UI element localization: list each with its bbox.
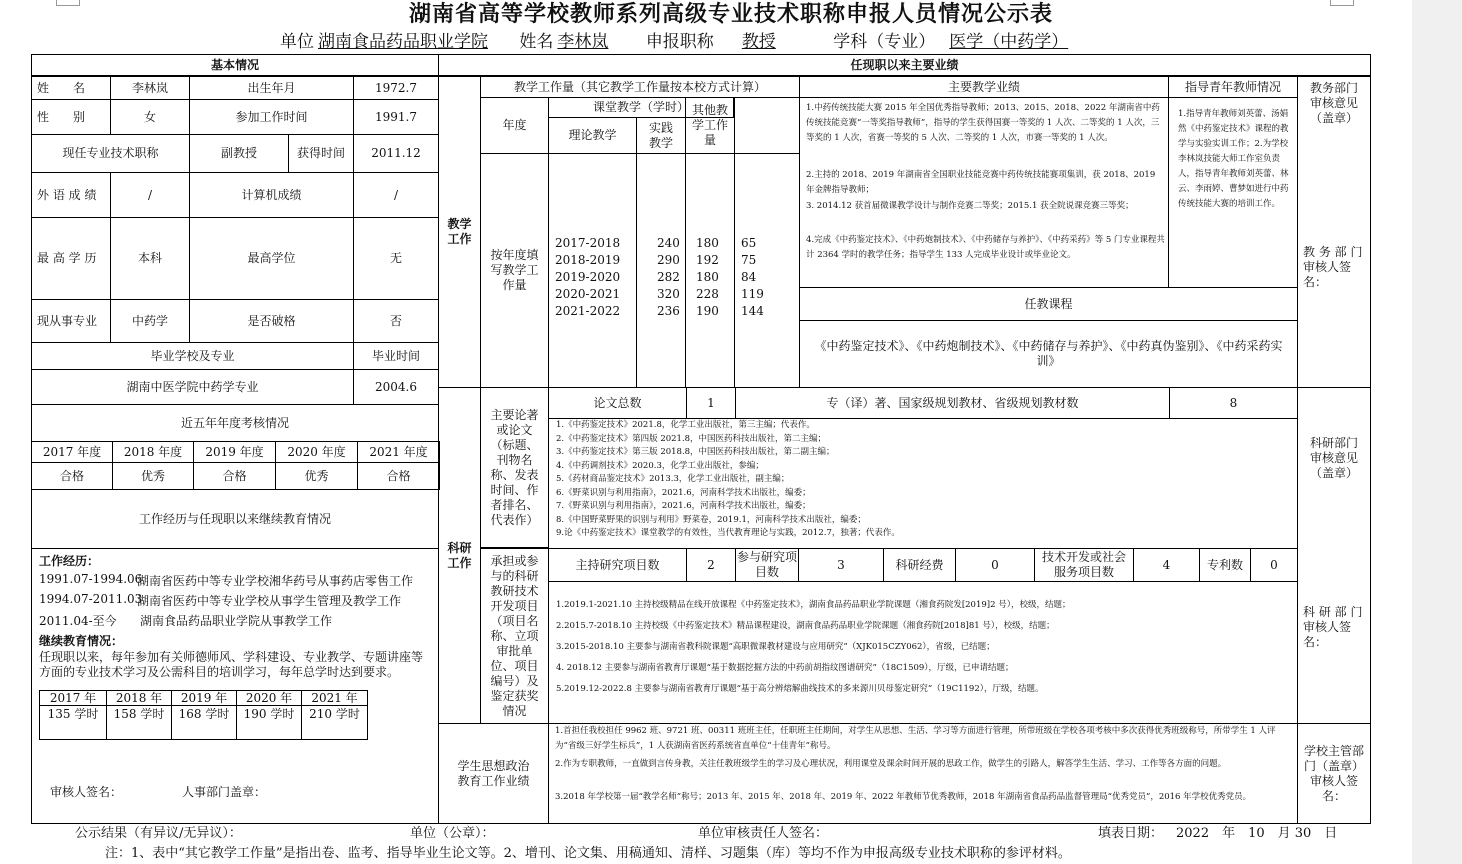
teach-perf-header: 主要教学业绩 [799, 76, 1169, 98]
dept-student: 学校主管部门（盖章）审核人签名： [1297, 723, 1371, 824]
project-item: 1.2019.1-2021.10 主持校级精品在线开放课程《中药鉴定技术》，湖南食品药品职业学院课题（湘食药院发[2019]2 号），校级，结题； [556, 600, 1071, 610]
workload-year: 2020-2021 [555, 287, 621, 301]
year-label: 年度 [480, 97, 549, 154]
stamp-label: 单位（公章）： [410, 826, 495, 841]
project-item: 5.2019.12-2022.8 主要参与湖南省教育厅课题“基于高分辨熔解曲线技术的多来源川贝母鉴定研究”（19C1192），厅级，结题。 [556, 684, 1044, 694]
book-total: 8 [1169, 387, 1298, 419]
paper-item: 9.论《中药鉴定技术》课堂教学的有效性，当代教育理论与实践，2012.7，独著；代表作。 [556, 528, 900, 538]
host: 2 [686, 548, 736, 582]
exp-desc: 湖南食品药品职业学院从事教学工作 [140, 614, 333, 628]
exception-value: 否 [353, 299, 439, 343]
workload-header: 教学工作量（其它教学工作量按本校方式计算） [480, 76, 800, 98]
school-value: 湖南中医学院中药学专业 [31, 369, 354, 405]
name-cell: 李林岚 [110, 76, 190, 100]
title-label: 申报职称 [645, 32, 714, 52]
project-item: 3.2015-2018.10 主要参与湖南省教科院课题“高职微课教材建设与应用研究”（XJK015CZY062），省级，已结题； [556, 642, 995, 652]
main-header: 任现职以来主要业绩 [438, 54, 1371, 76]
workload-other: 75 [741, 253, 757, 267]
workload-theory: 320 [657, 287, 680, 301]
hours-year: 2021 年 [301, 690, 368, 706]
dept-research-sign: 科 研 部 门审核人签名： [1303, 605, 1363, 649]
paper-total: 1 [686, 387, 736, 419]
class-header: 课堂教学（学时） [548, 97, 734, 118]
hours-year: 2019 年 [171, 690, 237, 706]
ideology-item: 3.2018 年学校第一届“教学名师”称号；2013 年、2015 年、2018 年、2019 年、2022 年教师节优秀教师，2018 年湖南省食品药品监督管理局“优秀党员”，2016 年学校优秀党员。 [555, 792, 1252, 802]
practice-label: 实践教学 [636, 117, 686, 154]
date-label: 填表日期： [1098, 826, 1164, 841]
hours-value: 135 学时 [39, 705, 107, 740]
major-label: 现从事专业 [31, 299, 111, 343]
workload-theory: 240 [657, 236, 680, 250]
assess-year: 2018 年度 [112, 441, 194, 463]
assess-year: 2019 年度 [193, 441, 276, 463]
grad-time-label: 毕业时间 [353, 342, 439, 370]
paper-total-label: 论文总数 [548, 387, 687, 419]
gender-value: 女 [110, 99, 190, 135]
current-title-value: 副教授 [189, 134, 289, 173]
degree-label: 最高学位 [189, 217, 354, 300]
basic-header: 基本情况 [31, 54, 439, 76]
computer-label: 计算机成绩 [189, 172, 354, 218]
part: 3 [798, 548, 884, 582]
computer-value: / [353, 172, 439, 218]
cont-title: 继续教育情况： [39, 634, 124, 648]
exp-title: 工作经历： [39, 554, 100, 568]
workload-other: 65 [741, 236, 757, 250]
page-title: 湖南省高等学校教师系列高级专业技术职称申报人员情况公示表 [408, 2, 1053, 27]
workload-practice: 192 [696, 253, 719, 267]
hours-value: 190 学时 [236, 705, 302, 740]
hours-value: 168 学时 [171, 705, 237, 740]
name-value: 李林岚 [557, 32, 609, 52]
school-label: 毕业学校及专业 [31, 342, 354, 370]
teaching-label: 教学工作 [438, 76, 481, 388]
paper-item: 4.《中药调剂技术》2020.3，化学工业出版社，参编； [556, 460, 764, 471]
hours-year: 2017 年 [39, 690, 107, 706]
cont-text: 任现职以来，每年参加有关师德师风、学科建设、专业教学、专题讲座等方面的专业技术学习及公需科目的培训学习，每年总学时达到要求。 [39, 650, 424, 679]
workload-theory: 282 [657, 270, 680, 284]
exp-desc: 湖南省医药中等专业学校湘华药号从事药店零售工作 [137, 574, 414, 588]
obtain-label: 获得时间 [288, 134, 354, 173]
workload-practice: 190 [696, 304, 719, 318]
foreign-label: 外 语 成 绩 [31, 172, 111, 218]
name-label-cell: 姓 名 [31, 76, 111, 100]
workload-year: 2018-2019 [555, 253, 621, 267]
courses: 《中药鉴定技术》、《中药炮制技术》、《中药储存与养护》、《中药真伪鉴别》、《中药采药实训》 [799, 320, 1298, 388]
project-item: 4. 2018.12 主要参与湖南省教育厅课题“基于数据挖掘方法的中药前胡指纹图谱研究”（18C1509），厅级，已申请结题； [556, 663, 1014, 673]
guide-text: 1.指导青年教师刘英蕾、汤娟然《中药鉴定技术》课程的教学与实验实训工作；2.为学校李林岚技能大师工作室负责人，指导青年教师刘英蕾、林云、李雨婷、曹梦如进行中药传统技能大赛的培训工作。 [1178, 109, 1289, 209]
paper-label: 主要论著或论文（标题、刊物名称、发表时间、作者排名、代表作） [480, 387, 549, 548]
research-label: 科研工作 [438, 387, 481, 724]
birth-label: 出生年月 [189, 76, 354, 100]
hours-value: 158 学时 [106, 705, 172, 740]
foreign-value: / [110, 172, 190, 218]
paper-item: 6.《野菜识别与利用指南》，2021.6，河南科学技术出版社，编委； [556, 487, 811, 498]
dept-research [1297, 387, 1371, 724]
workload-year: 2021-2022 [555, 304, 621, 318]
workload-theory: 290 [657, 253, 680, 267]
assess-result: 优秀 [112, 462, 194, 490]
workload-other: 144 [741, 304, 764, 318]
page-margin [1412, 0, 1462, 864]
obtain-value: 2011.12 [353, 134, 439, 173]
paper-item: 1.《中药鉴定技术》2021.8，化学工业出版社，第三主编；代表作。 [556, 420, 815, 430]
assess-year: 2021 年度 [357, 441, 440, 463]
fill-note: 按年度填写教学工作量 [480, 153, 549, 388]
project-label: 承担或参与的科研教研技术开发项目（项目名称、立项审批单位、项目编号）及鉴定获奖情况 [480, 548, 549, 724]
patent-label: 专利数 [1199, 548, 1251, 582]
teach-perf-item: 1.中药传统技能大赛 2015 年全国优秀指导教师；2013、2015、2018、2022 年湖南省中药传统技能竞赛“一等奖指导教师”，指导的学生获得国赛一等奖的 1 人次、二等奖的 1 人次，三等奖的 1 人次，省赛一等奖的 5 人次、二等奖的 1 人次，市赛一等奖的 1 人次。 [806, 103, 1160, 143]
birth-value: 1972.7 [353, 76, 439, 100]
dept-teach-sign: 教 务 部 门审核人签名： [1303, 245, 1363, 289]
assess-result: 合格 [193, 462, 276, 490]
hours-value: 210 学时 [301, 705, 368, 740]
workload-practice: 180 [696, 236, 719, 250]
dept-teach-text: 教务部门审核意见（盖章） [1309, 81, 1358, 125]
work-start-value: 1991.7 [353, 99, 439, 135]
project-item: 2.2015.7-2018.10 主持校级《中药鉴定技术》精品课程建设，湖南食品药品职业学院课题（湘食药院[2018]81 号），校级，结题； [556, 621, 1055, 631]
workload-other: 119 [741, 287, 764, 301]
exception-label: 是否破格 [189, 299, 354, 343]
hours-year: 2018 年 [106, 690, 172, 706]
header-line [280, 31, 1128, 53]
book-label: 专（译）著、国家级规划教材、省级规划教材数 [735, 387, 1170, 419]
reviewer-label: 审核人签名： [50, 785, 123, 799]
assess-year: 2017 年度 [31, 441, 113, 463]
unit-value: 湖南食品药品职业学院 [318, 32, 488, 52]
host-label: 主持研究项目数 [548, 548, 687, 582]
gender-label: 性 别 [31, 99, 111, 135]
resp-label: 单位审核责任人签名： [698, 826, 829, 841]
tech: 4 [1133, 548, 1200, 582]
assess-year: 2020 年度 [275, 441, 358, 463]
ideology-item: 2.作为专职教师，一直做到言传身教，关注任教班级学生的学习及心理状况，利用课堂及课余时间开展的思政工作，做学生的引路人，解答学生生活、学习、工作等各方面的问题。 [555, 759, 1227, 769]
exp-desc: 湖南省医药中等专业学校从事学生管理及教学工作 [137, 594, 402, 608]
guide-header: 指导青年教师情况 [1168, 76, 1298, 98]
edu-label: 最 高 学 历 [31, 217, 111, 300]
subject-value: 医学（中药学） [949, 32, 1069, 52]
paper-item: 8.《中国野菜野果的识别与利用》野菜卷，2019.1，河南科学技术出版社，编委； [556, 514, 866, 525]
result-label: 公示结果（有异议/无异议）： [75, 826, 242, 841]
assess-header: 近五年年度考核情况 [31, 404, 439, 442]
edu-value: 本科 [110, 217, 190, 300]
teach-perf-item: 4.完成《中药鉴定技术》、《中药炮制技术》、《中药储存与养护》、《中药采药》等 5 门专业课程共计 2364 学时的教学任务；指导学生 133 人完成毕业设计或毕业论文。 [806, 235, 1165, 260]
dept-research-text: 科研部门审核意见（盖章） [1309, 436, 1358, 480]
exp-period: 1994.07-2011.03 [39, 592, 143, 606]
exp-period: 2011.04-至今 [39, 614, 117, 628]
workload-practice: 180 [696, 270, 719, 284]
paper-item: 2.《中药鉴定技术》第四版 2021.8，中国医药科技出版社，第二主编； [556, 433, 827, 444]
subject-label: 学科（专业） [833, 32, 936, 52]
assess-result: 合格 [357, 462, 440, 490]
hours-year: 2020 年 [236, 690, 302, 706]
name-label: 姓名 [519, 32, 554, 52]
paper-item: 3.《中药鉴定技术》第三版 2018.8，中国医药科技出版社，第二副主编； [556, 447, 835, 457]
exp-period: 1991.07-1994.06 [39, 572, 143, 586]
footnote: 注：1、表中“其它教学工作量”是指出卷、监考、指导毕业生论文等。2、增刊、论文集、用稿通知、清样、习题集（库）等均不作为申报高级专业技术职称的参评材料。 [105, 846, 1071, 861]
part-label: 参与研究项目数 [735, 548, 799, 582]
theory-label: 理论教学 [548, 117, 637, 154]
teach-perf-item: 3. 2014.12 获首届微课教学设计与制作竞赛二等奖；2015.1 获全院说课竞赛三等奖； [806, 201, 1134, 211]
assess-result: 合格 [31, 462, 113, 490]
paper-item: 7.《野菜识别与利用指南》，2021.6，河南科学技术出版社，编委； [556, 501, 811, 511]
unit-label: 单位 [280, 32, 314, 52]
date-value: 2022 年 10 月 30 日 [1176, 826, 1338, 841]
work-start-label: 参加工作时间 [189, 99, 354, 135]
hr-stamp-label: 人事部门盖章： [182, 785, 267, 799]
workload-other: 84 [741, 270, 757, 284]
teach-perf-item: 2.主持的 2018、2019 年湖南省全国职业技能竞赛中药传统技能赛项集训，获 2018、2019 年金牌指导教师； [806, 170, 1156, 195]
exp-header: 工作经历与任现职以来继续教育情况 [31, 489, 439, 549]
assess-result: 优秀 [275, 462, 358, 490]
other-label: 其他教学工作量 [685, 97, 735, 154]
course-header: 任教课程 [799, 287, 1298, 321]
tech-label: 技术开发或社会服务项目数 [1034, 548, 1134, 582]
degree-value: 无 [353, 217, 439, 300]
workload-theory: 236 [657, 304, 680, 318]
workload-year: 2019-2020 [555, 270, 621, 284]
patent: 0 [1250, 548, 1298, 582]
ideology-label: 学生思想政治教育工作业绩 [438, 723, 549, 824]
workload-practice: 228 [696, 287, 719, 301]
fund-label: 科研经费 [883, 548, 956, 582]
paper-item: 5.《药材商品鉴定技术》2013.3，化学工业出版社，副主编； [556, 474, 790, 484]
ideology-item: 1.首担任我校担任 9962 班、9721 班、00311 班班主任，任职班主任期间，对学生从思想、生活、学习等方面进行管理，所带班级在学校各项考核中多次获得优秀班级称号，所带学生 1 人评为“省级三好学生标兵”，1 人获湖南省医药系统省直单位“十佳青年”称号。 [555, 726, 1276, 751]
grad-time-value: 2004.6 [353, 369, 439, 405]
dept-teach [1297, 76, 1371, 388]
fund: 0 [955, 548, 1035, 582]
title-value: 教授 [741, 32, 776, 52]
workload-year: 2017-2018 [555, 236, 621, 250]
current-title-label: 现任专业技术职称 [31, 134, 190, 173]
major-value: 中药学 [110, 299, 190, 343]
